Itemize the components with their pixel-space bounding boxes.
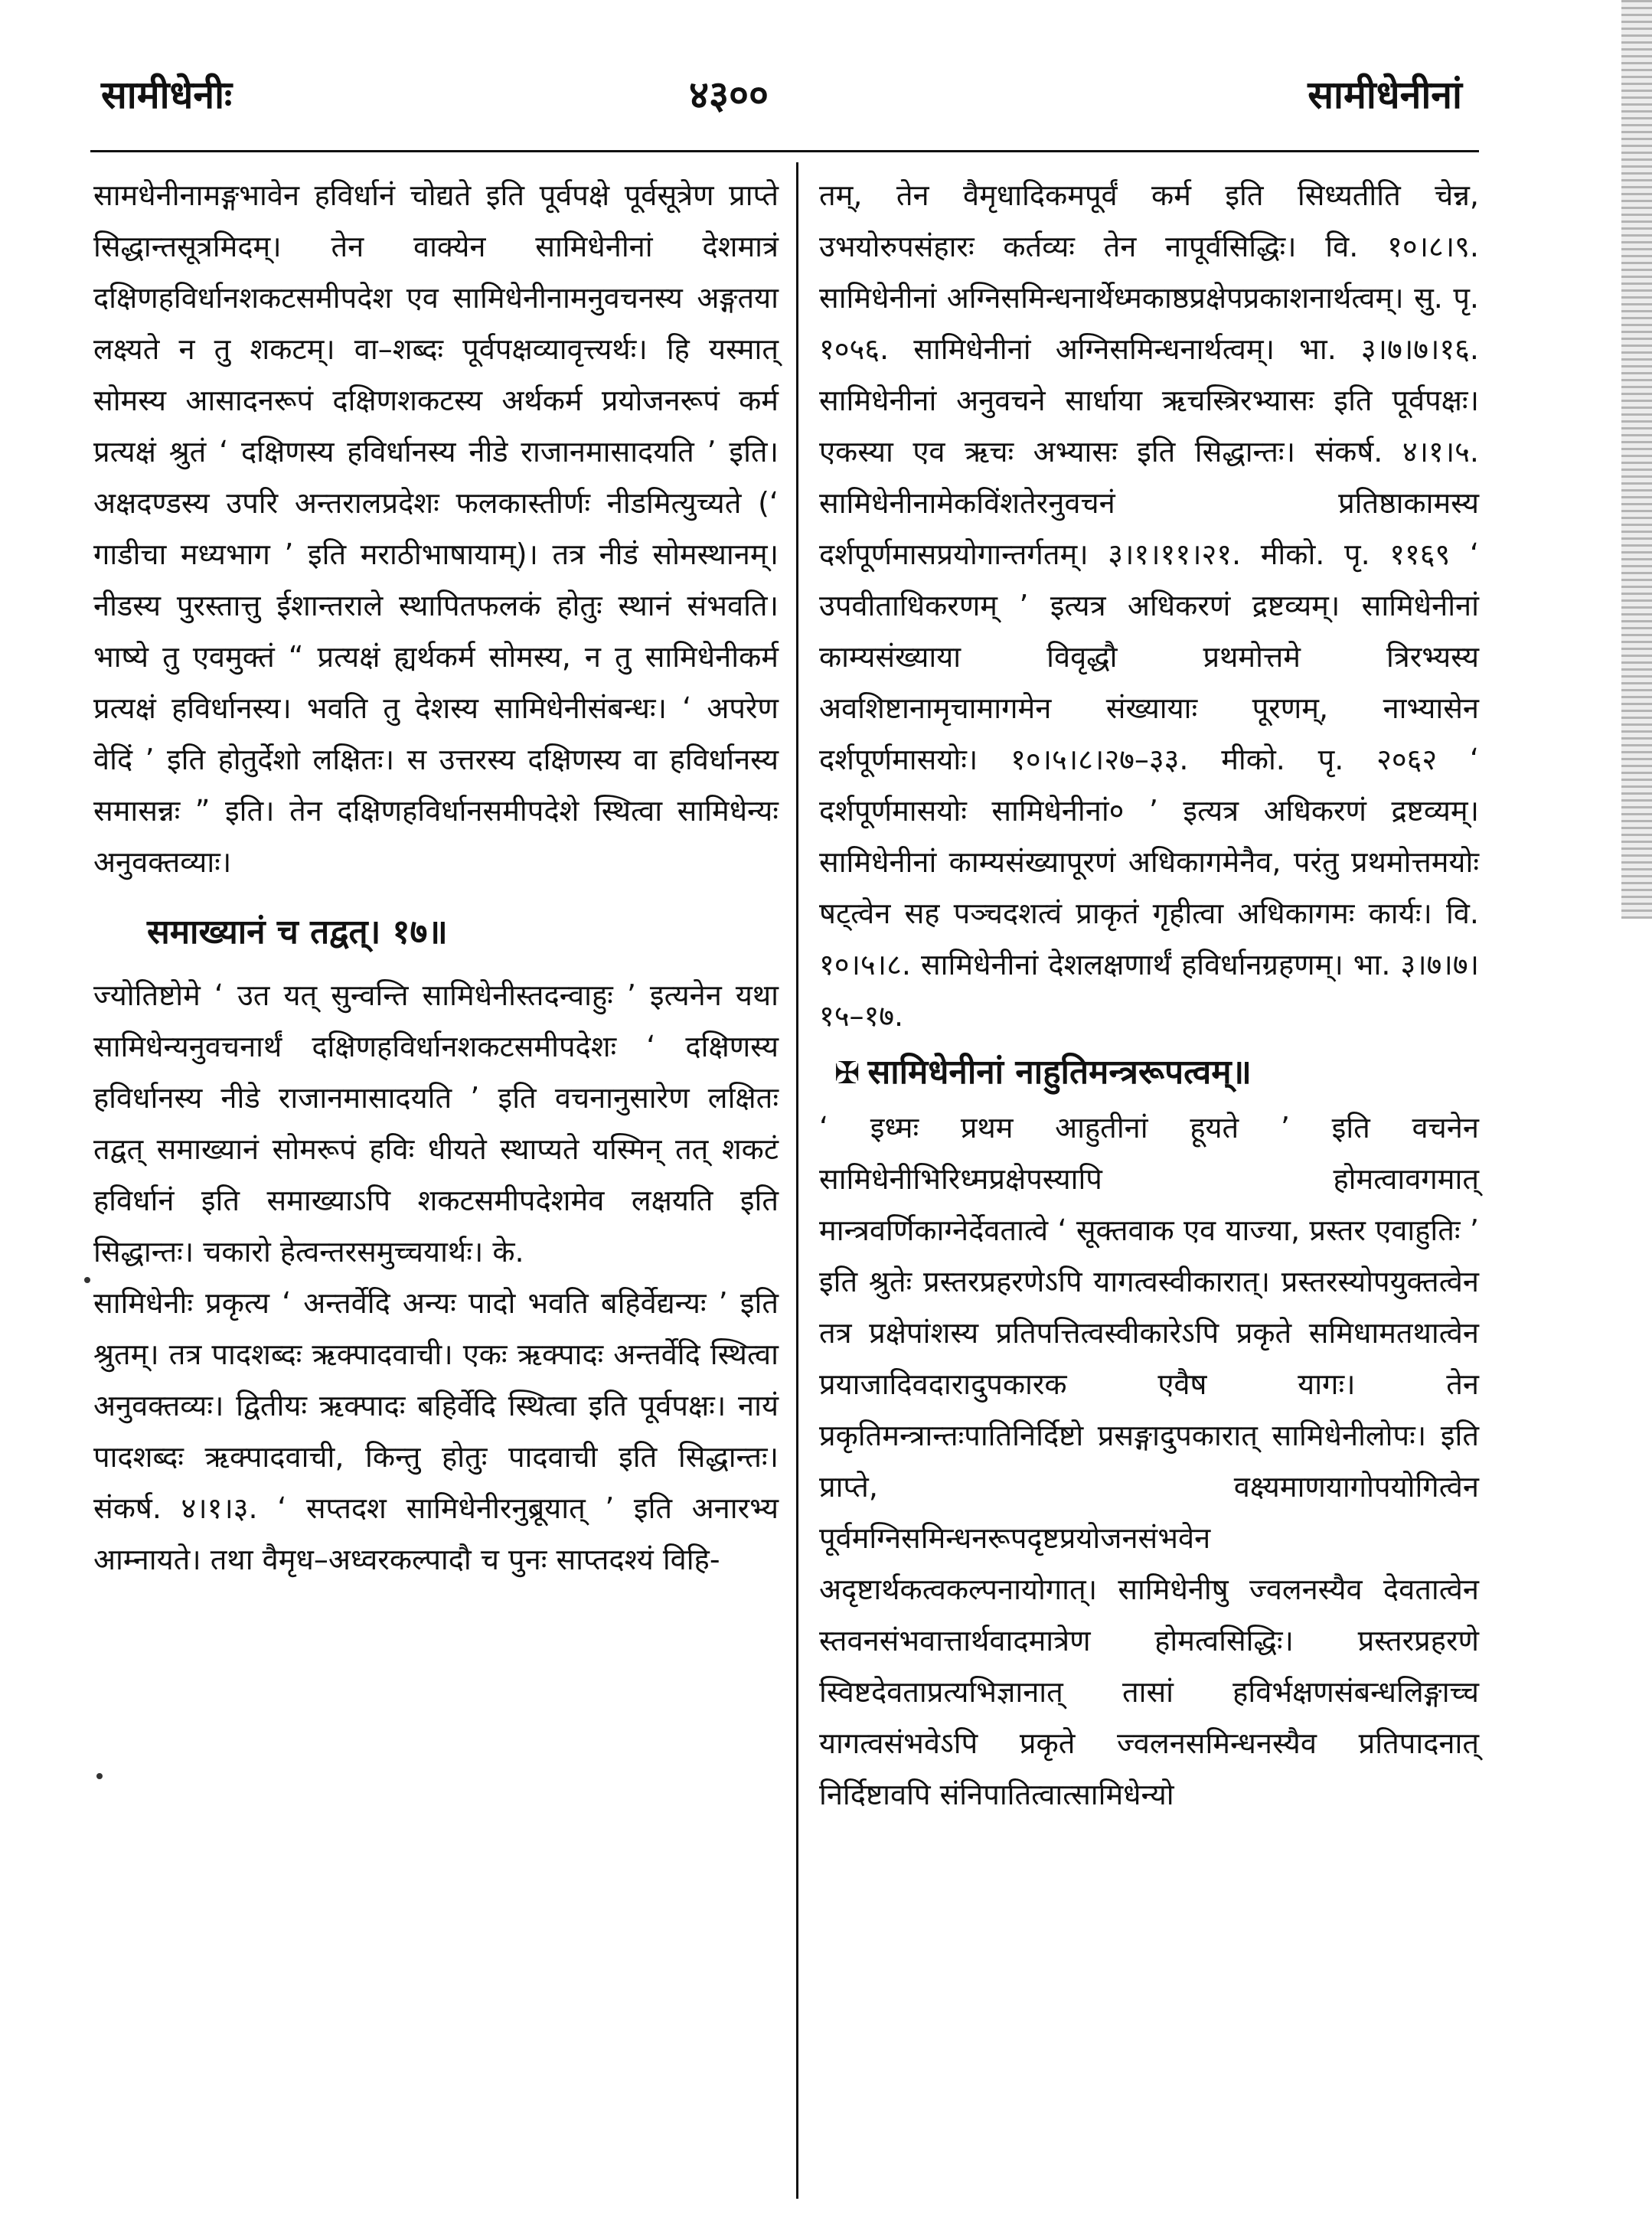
adhikarana-title: सामिधेनीनां नाहुतिमन्त्ररूपत्वम्॥: [867, 1053, 1252, 1092]
header-rule: [90, 150, 1479, 152]
right-paragraph-2: ‘ इध्मः प्रथम आहुतीनां हूयते ’ इति वचनेन सामिधेनीभिरिध्मप्रक्षेपस्यापि होमत्वावगमात् मान्त्रवर्णिकाग्नेर्देवतात्वे ‘ सूक्तवाक एव याज्या, प्रस्तर एवाहुतिः ’ इति श्रुतेः प्रस्तरप्रहरणेऽपि यागत्वस्वीकारात्। प्रस्तरस्योपयुक्तत्वेन तत्र प्रक्षेपांशस्य प्रतिपत्तित्वस्वीकारेऽपि प्रकृते समिधामतथात्वेन प्रयाजादिवदारादुपकारक एवैष यागः। तेन प्रकृतिमन्त्रान्तःपातिनिर्दिष्टो प्रसङ्गादुपकारात् सामिधेनीलोपः। इति प्राप्ते, वक्ष्यमाणयागोपयोगित्वेन पूर्वमग्निसमिन्धनरूपदृष्टप्रयोजनसंभवेन अदृष्टार्थकत्वकल्पनायोगात्। सामिधेनीषु ज्वलनस्यैव देवतात्वेन स्तवनसंभवात्तार्थवादमात्रेण होमत्वसिद्धिः। प्रस्तरप्रहरणे स्विष्टदेवताप्रत्यभिज्ञानात् तासां हविर्भक्षणसंबन्धलिङ्गाच्च यागत्वसंभवेऽपि प्रकृते ज्वलनसमिन्धनस्यैव प्रतिपादनात् निर्दिष्टावपि संनिपातित्वात्सामिधेन्यो: [819, 1111, 1479, 1811]
running-head-left: सामीधेनीः: [101, 73, 233, 117]
scan-speck: [84, 1277, 90, 1283]
column-divider: [796, 162, 798, 2199]
page-number: ४३००: [689, 73, 769, 117]
right-column: [819, 170, 1479, 1821]
scan-speck: [96, 1773, 103, 1779]
right-paragraph-1: तम्, तेन वैमृधादिकमपूर्वं कर्म इति सिध्यतीति चेन्न, उभयोरुपसंहारः कर्तव्यः तेन नापूर्वसिद्धिः। वि. १०।८।९. सामिधेनीनां अग्निसमिन्धनार्थेध्मकाष्ठप्रक्षेपप्रकाशनार्थत्वम्। सु. पृ. १०५६. सामिधेनीनां अग्निसमिन्धनार्थत्वम्। भा. ३।७।७।१६. सामिधेनीनां अनुवचने सार्धाया ऋचस्त्रिरभ्यासः इति पूर्वपक्षः। एकस्या एव ऋचः अभ्यासः इति सिद्धान्तः। संकर्ष. ४।१।५. सामिधेनीनामेकविंशतेरनुवचनं प्रतिष्ठाकामस्य दर्शपूर्णमासप्रयोगान्तर्गतम्। ३।१।११।२१. मीको. पृ. ११६९ ‘ उपवीताधिकरणम् ’ इत्यत्र अधिकरणं द्रष्टव्यम्। सामिधेनीनां काम्यसंख्याया विवृद्धौ प्रथमोत्तमे त्रिरभ्यस्य अवशिष्टानामृचामागमेन संख्यायाः पूरणम्, नाभ्यासेन दर्शपूर्णमासयोः। १०।५।८।२७–३३. मीको. पृ. २०६२ ‘ दर्शपूर्णमासयोः सामिधेनीनां० ’ इत्यत्र अधिकरणं द्रष्टव्यम्। सामिधेनीनां काम्यसंख्यापूरणं अधिकागमेनैव, परंतु प्रथमोत्तमयोः षट्त्वेन सह पञ्चदशत्वं प्राकृतं गृहीत्वा अधिकागमः कार्यः। वि. १०।५।८. सामिधेनीनां देशलक्षणार्थं हविर्धानग्रहणम्। भा. ३।७।७।१५–१७.: [819, 178, 1479, 1033]
sutra-heading: समाख्यानं च तद्वत्। १७॥: [147, 913, 448, 952]
adhikarana-heading: [834, 1047, 1479, 1099]
left-paragraph-1: सामधेनीनामङ्गभावेन हविर्धानं चोद्यते इति पूर्वपक्षे पूर्वसूत्रेण प्राप्ते सिद्धान्तसूत्रमिदम्। तेन वाक्येन सामिधेनीनां देशमात्रं दक्षिणहविर्धानशकटसमीपदेश एव सामिधेनीनामनुवचनस्य अङ्गतया लक्ष्यते न तु शकटम्। वा–शब्दः पूर्वपक्षव्यावृत्त्यर्थः। हि यस्मात् सोमस्य आसादनरूपं दक्षिणशकटस्य अर्थकर्म प्रयोजनरूपं कर्म प्रत्यक्षं श्रुतं ‘ दक्षिणस्य हविर्धानस्य नीडे राजानमासादयति ’ इति। अक्षदण्डस्य उपरि अन्तरालप्रदेशः फलकास्तीर्णः नीडमित्युच्यते (‘ गाडीचा मध्यभाग ’ इति मराठीभाषायाम्)। तत्र नीडं सोमस्थानम्। नीडस्य पुरस्तात्तु ईशान्तराले स्थापितफलकं होतुः स्थानं संभवति। भाष्ये तु एवमुक्तं “ प्रत्यक्षं ह्यर्थकर्म सोमस्य, न तु सामिधेनीकर्म प्रत्यक्षं हविर्धानस्य। भवति तु देशस्य सामिधेनीसंबन्धः। ‘ अपरेण वेदिं ’ इति होतुर्देशो लक्षितः। स उत्तरस्य दक्षिणस्य वा हविर्धानस्य समासन्नः ” इति। तेन दक्षिणहविर्धानसमीपदेशे स्थित्वा सामिधेन्यः अनुवक्तव्याः।: [93, 178, 779, 879]
running-head-right: सामीधेनीनां: [1308, 73, 1462, 117]
left-paragraph-2: ज्योतिष्टोमे ‘ उत यत् सुन्वन्ति सामिधेनीस्तदन्वाहुः ’ इत्यनेन यथा सामिधेन्यनुवचनार्थं दक्षिणहविर्धानशकटसमीपदेशः ‘ दक्षिणस्य हविर्धानस्य नीडे राजानमासादयति ’ इति वचनानुसारेण लक्षितः तद्वत् समाख्यानं सोमरूपं हविः धीयते स्थाप्यते यस्मिन् तत् शकटं हविर्धानं इति समाख्याऽपि शकटसमीपदेशमेव लक्षयति इति सिद्धान्तः। चकारो हेत्वन्तरसमुच्चयार्थः। के.: [93, 978, 779, 1269]
scan-edge-noise: [1621, 0, 1652, 919]
section-mark-icon: ✠: [834, 1056, 860, 1091]
page-header: [92, 67, 1470, 129]
left-column: [93, 170, 779, 1586]
left-paragraph-3: सामिधेनीः प्रकृत्य ‘ अन्तर्वेदि अन्यः पादो भवति बहिर्वेद्यन्यः ’ इति श्रुतम्। तत्र पादशब्दः ऋक्पादवाची। एकः ऋक्पादः अन्तर्वेदि स्थित्वा अनुवक्तव्यः। द्वितीयः ऋक्पादः बहिर्वेदि स्थित्वा इति पूर्वपक्षः। नायं पादशब्दः ऋक्पादवाची, किन्तु होतुः पादवाची इति सिद्धान्तः। संकर्ष. ४।१।३. ‘ सप्तदश सामिधेनीरनुब्रूयात् ’ इति अनारभ्य आम्नायते। तथा वैमृध–अध्वरकल्पादौ च पुनः साप्तदश्यं विहि-: [93, 1286, 779, 1576]
